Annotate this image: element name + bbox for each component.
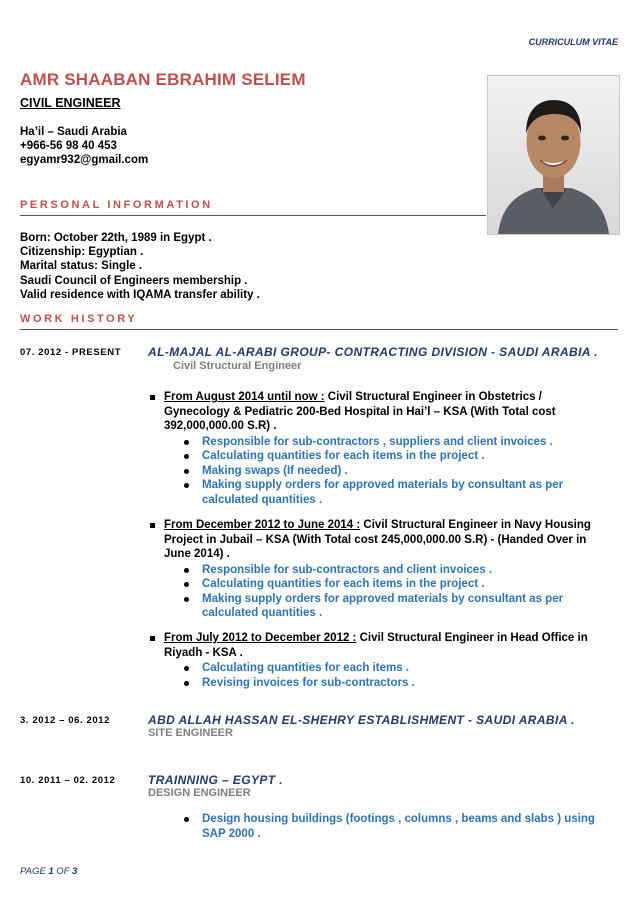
list-item: Calculating quantities for each items . (182, 661, 608, 676)
job-title: CIVIL ENGINEER (20, 96, 121, 110)
bullet-icon (184, 681, 189, 686)
email: egyamr932@gmail.com (20, 154, 149, 166)
project-period: From August 2014 until now : (164, 391, 325, 403)
job-date: 10. 2011 – 02. 2012 (20, 775, 116, 786)
curriculum-vitae-label: CURRICULUM VITAE (528, 37, 618, 47)
square-bullet-icon (150, 523, 155, 528)
job-role: DESIGN ENGINEER (148, 787, 251, 799)
personal-details (20, 231, 260, 302)
list-item: Revising invoices for sub-contractors . (182, 676, 608, 691)
personal-information-heading: PERSONAL INFORMATION (20, 199, 213, 211)
job-date: 3. 2012 – 06. 2012 (20, 715, 111, 726)
personal-line: Born: October 22th, 1989 in Egypt . (20, 232, 212, 244)
personal-line: Saudi Council of Engineers membership . (20, 274, 248, 287)
project-entry (150, 390, 608, 507)
list-item: Making swaps (If needed) . (182, 464, 608, 479)
bullet-icon (184, 817, 189, 822)
bullet-icon (184, 469, 189, 474)
location: Ha’il – Saudi Arabia (20, 126, 127, 138)
list-item: Calculating quantities for each items in the project . (182, 449, 608, 464)
section-divider (20, 329, 618, 330)
page-footer: PAGE 1 OF 3 (20, 866, 78, 877)
personal-line: Marital status: Single . (20, 260, 143, 273)
bullet-icon (184, 454, 189, 459)
bullet-icon (184, 440, 189, 445)
list-item: Responsible for sub-contractors , suppliers and client invoices . (182, 435, 608, 450)
project-period: From July 2012 to December 2012 : (164, 632, 357, 644)
personal-line: Citizenship: Egyptian . (20, 246, 144, 259)
project-description: Civil Structural Engineer in Head Office in Riyadh - KSA . (164, 632, 588, 659)
profile-photo (487, 75, 620, 235)
responsibility-list (182, 435, 608, 508)
responsibility-list (182, 812, 608, 841)
list-item: Making supply orders for approved materials by consultant as per calculated quantities . (182, 478, 608, 507)
bullet-icon (184, 666, 189, 671)
project-entry (150, 631, 608, 690)
contact-info (20, 125, 148, 167)
responsibility-list (182, 661, 608, 690)
section-divider (20, 215, 486, 216)
bullet-icon (184, 568, 189, 573)
bullet-icon (184, 582, 189, 587)
job-role: Civil Structural Engineer (173, 360, 302, 372)
project-description: Civil Structural Engineer in Navy Housing Project in Jubail – KSA (With Total cost 245,000,000.00 S.R) - (Handed Over in June 2014) . (164, 519, 591, 560)
project-period: From December 2012 to June 2014 : (164, 519, 361, 531)
square-bullet-icon (150, 636, 155, 641)
list-item: Design housing buildings (footings , columns , beams and slabs ) using SAP 2000 . (182, 812, 608, 841)
project-description: Civil Structural Engineer in Obstetrics / Gynecology & Pediatric 200-Bed Hospital in Hai’l – KSA (With Total cost 392,000,000.00 S.R) . (164, 391, 556, 432)
list-item: Calculating quantities for each items in the project . (182, 577, 608, 592)
project-entry (150, 812, 608, 841)
list-item: Making supply orders for approved materials by consultant as per calculated quantities . (182, 592, 608, 621)
project-entry (150, 518, 608, 621)
responsibility-list (182, 563, 608, 621)
company-name: TRAINNING – EGYPT . (148, 773, 283, 787)
list-item: Responsible for sub-contractors and client invoices . (182, 563, 608, 578)
square-bullet-icon (150, 395, 155, 400)
bullet-icon (184, 597, 189, 602)
bullet-icon (184, 483, 189, 488)
person-name: AMR SHAABAN EBRAHIM SELIEM (20, 70, 306, 89)
job-role: SITE ENGINEER (148, 727, 233, 739)
phone: +966-56 98 40 453 (20, 140, 117, 152)
personal-line: Valid residence with IQAMA transfer ability . (20, 288, 260, 301)
page-number: 1 (48, 866, 54, 877)
page-total: 3 (71, 866, 78, 877)
company-name: ABD ALLAH HASSAN EL-SHEHRY ESTABLISHMENT - SAUDI ARABIA . (148, 713, 575, 727)
job-date: 07. 2012 - PRESENT (20, 347, 122, 358)
work-history-heading: WORK HISTORY (20, 313, 138, 325)
company-name: AL-MAJAL AL-ARABI GROUP- CONTRACTING DIVISION - SAUDI ARABIA . (148, 345, 598, 359)
